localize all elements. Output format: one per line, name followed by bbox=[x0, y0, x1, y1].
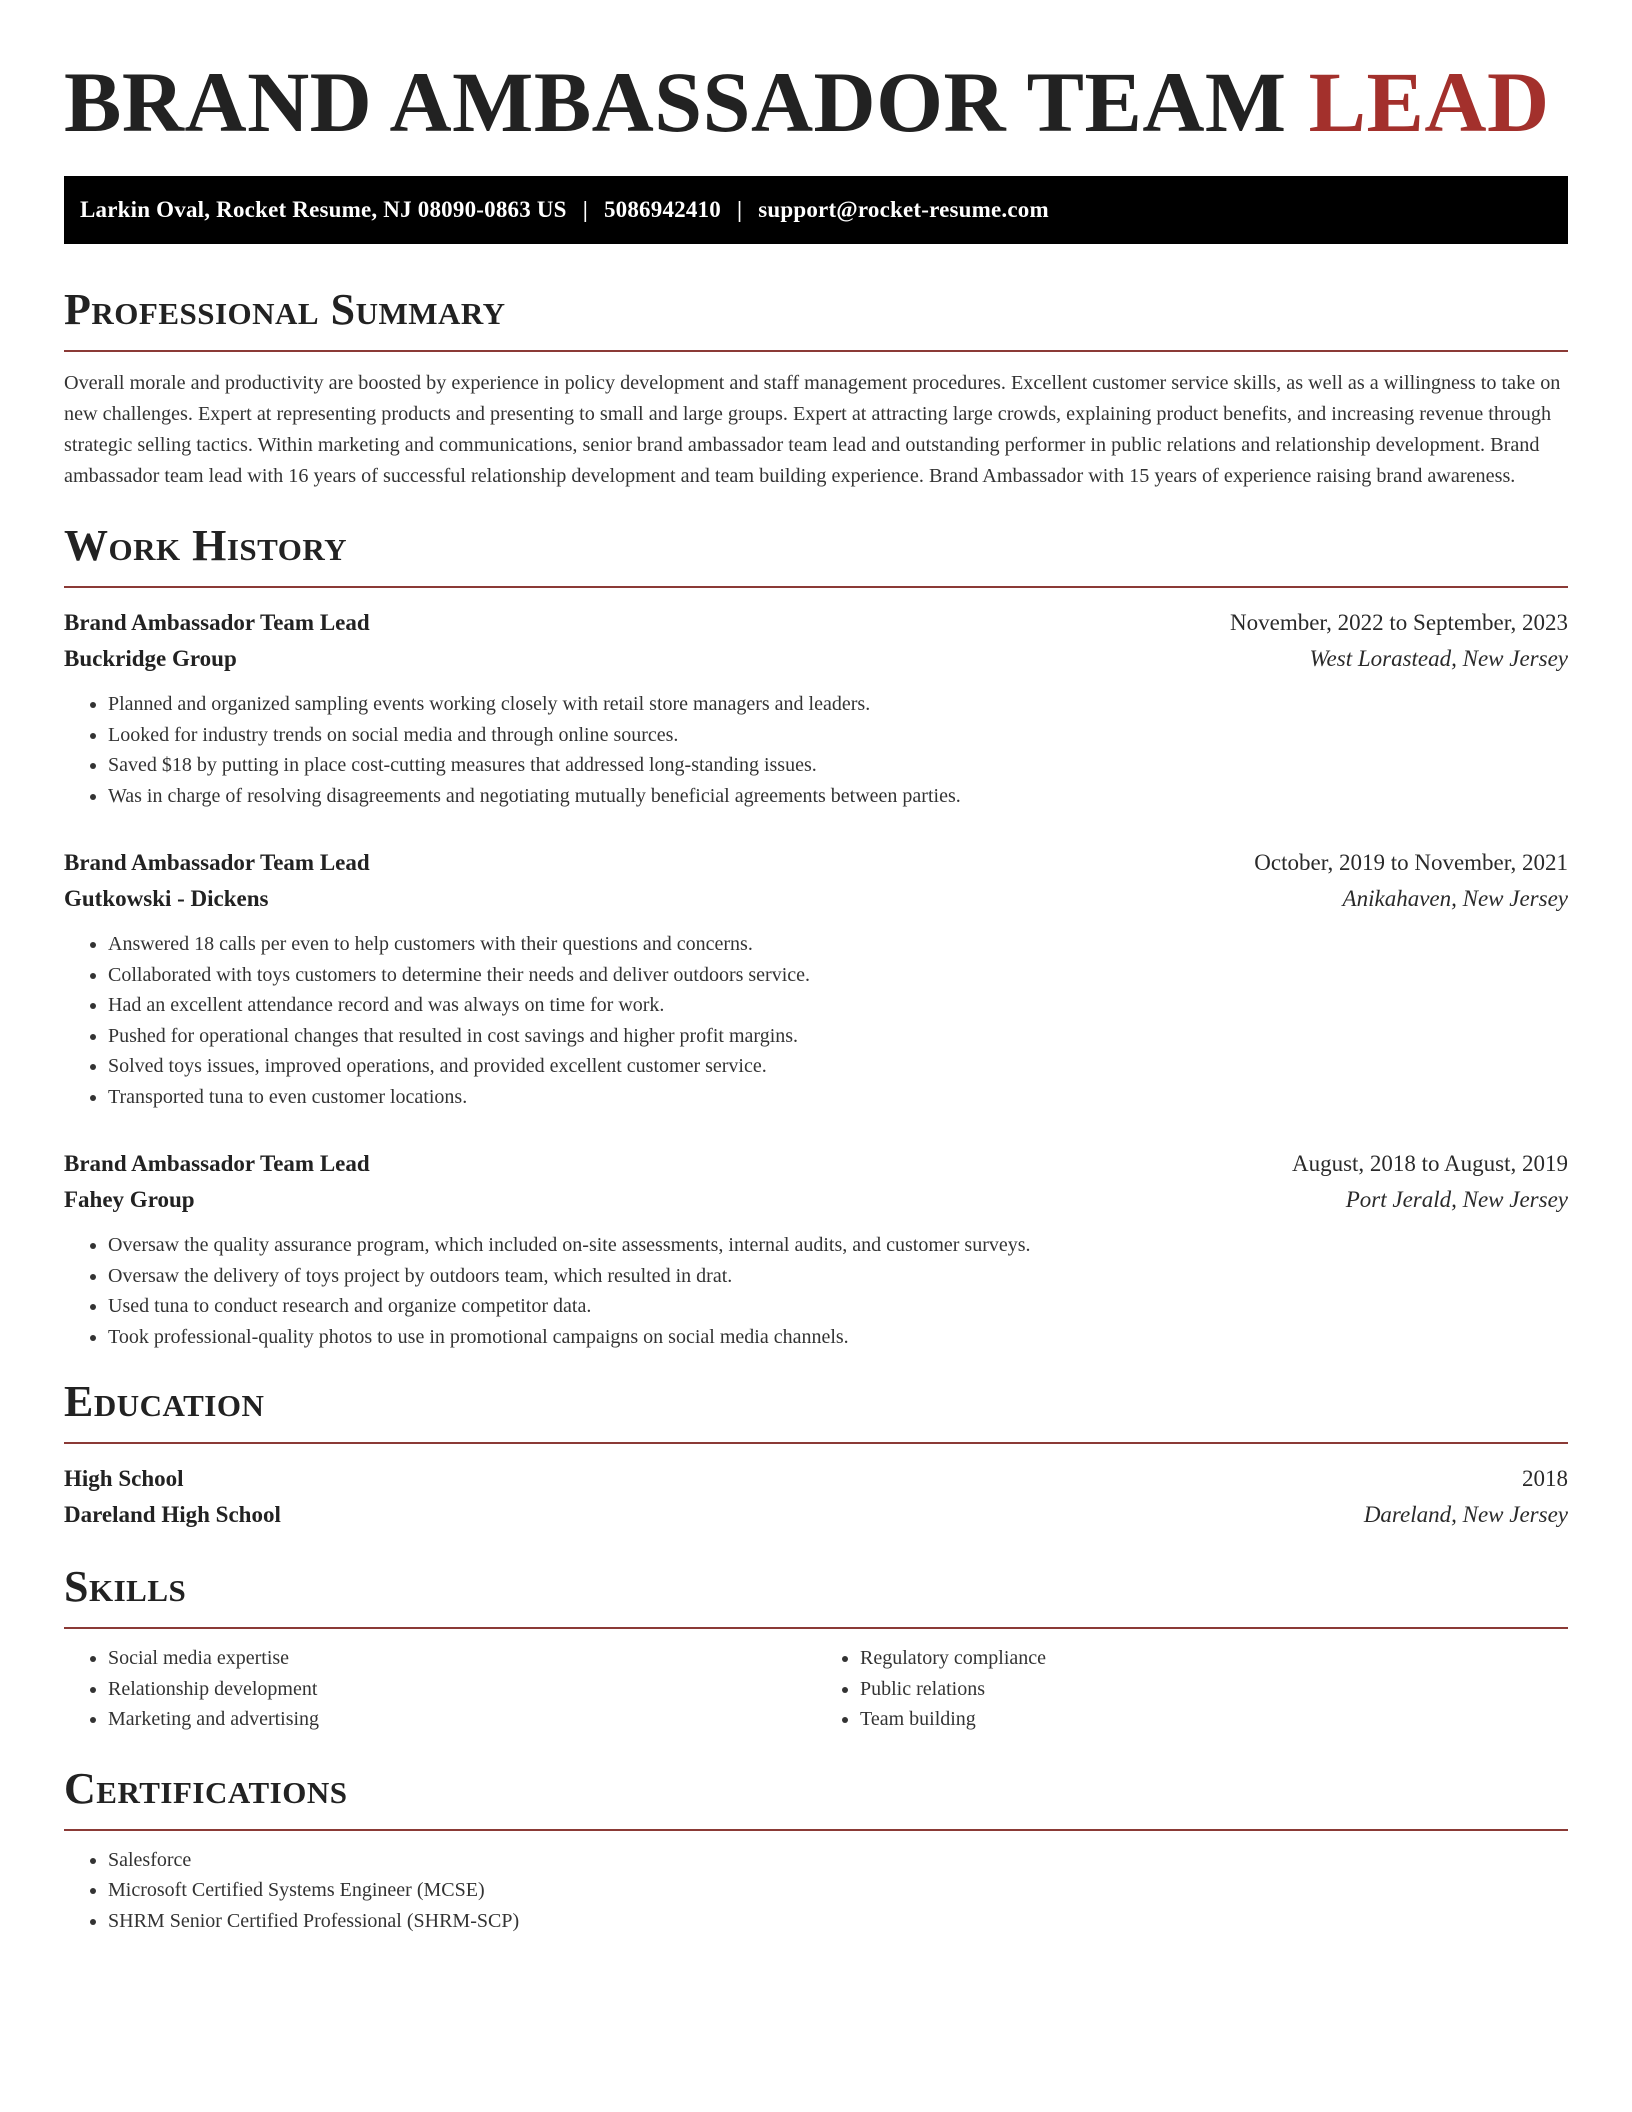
education-location: Dareland, New Jersey bbox=[1363, 1502, 1568, 1527]
education-degree-row bbox=[64, 1461, 1568, 1497]
summary-heading: Professional Summary bbox=[64, 282, 1568, 352]
job-location: Anikahaven, New Jersey bbox=[1342, 886, 1568, 911]
job-duty: • Solved toys issues, improved operations, and provided excellent customer service. bbox=[108, 1051, 1568, 1082]
job-role: Brand Ambassador Team Lead bbox=[64, 850, 370, 875]
education-heading: Education bbox=[64, 1374, 1568, 1444]
education-entry bbox=[64, 1461, 1568, 1533]
job-duty: • Pushed for operational changes that resulted in cost savings and higher profit margins. bbox=[108, 1021, 1568, 1052]
job-duty: • Looked for industry trends on social media and through online sources. bbox=[108, 720, 1568, 751]
job-company-row bbox=[64, 881, 1568, 917]
job-company-row bbox=[64, 641, 1568, 677]
certifications-list bbox=[64, 1845, 1568, 1937]
skills-list-right bbox=[816, 1643, 1568, 1735]
job-entry bbox=[64, 1146, 1568, 1352]
contact-email: support@rocket-resume.com bbox=[758, 197, 1049, 222]
education-school-row bbox=[64, 1497, 1568, 1533]
resume-page bbox=[64, 0, 1568, 1936]
title-accent: LEAD bbox=[1308, 54, 1550, 150]
job-duties-list bbox=[64, 929, 1568, 1112]
job-role: Brand Ambassador Team Lead bbox=[64, 610, 370, 635]
job-dates: November, 2022 to September, 2023 bbox=[1230, 610, 1568, 635]
contact-phone: 5086942410 bbox=[603, 197, 721, 222]
contact-bar bbox=[64, 176, 1568, 244]
job-company-row bbox=[64, 1182, 1568, 1218]
skill-item: • Marketing and advertising bbox=[108, 1704, 816, 1735]
job-entry bbox=[64, 845, 1568, 1112]
job-location: West Lorastead, New Jersey bbox=[1309, 646, 1568, 671]
certification-item: • Salesforce bbox=[108, 1845, 1568, 1876]
resume-title bbox=[64, 52, 1568, 152]
job-duty: • Oversaw the delivery of toys project by outdoors team, which resulted in drat. bbox=[108, 1261, 1568, 1292]
summary-text: Overall morale and productivity are boosted by experience in policy development and staff management procedures. Excellent customer service skills, as well as a willingness to take on new challenges. Expert at representing products and presenting to small and large groups. Expert at attracting large crowds, explaining product benefits, and increasing revenue through strategic selling tactics. Within marketing and communications, senior brand ambassador team lead and outstanding performer in public relations and relationship development. Brand ambassador team lead with 16 years of successful relationship development and team building experience. Brand Ambassador with 15 years of experience raising brand awareness. bbox=[64, 372, 1561, 487]
job-duties-list bbox=[64, 1230, 1568, 1352]
job-duty: • Had an excellent attendance record and was always on time for work. bbox=[108, 990, 1568, 1021]
education-school: Dareland High School bbox=[64, 1502, 281, 1527]
skills-grid bbox=[64, 1643, 1568, 1735]
job-duty: • Oversaw the quality assurance program, which included on-site assessments, internal audits, and customer surveys. bbox=[108, 1230, 1568, 1261]
job-dates: October, 2019 to November, 2021 bbox=[1254, 850, 1568, 875]
job-duty: • Saved $18 by putting in place cost-cutting measures that addressed long-standing issues. bbox=[108, 750, 1568, 781]
education-year: 2018 bbox=[1522, 1466, 1568, 1491]
summary-section bbox=[64, 282, 1568, 492]
job-duty: • Used tuna to conduct research and organize competitor data. bbox=[108, 1291, 1568, 1322]
skill-item: • Relationship development bbox=[108, 1674, 816, 1705]
title-main: BRAND AMBASSADOR TEAM bbox=[64, 54, 1287, 150]
certifications-section bbox=[64, 1761, 1568, 1937]
education-degree: High School bbox=[64, 1466, 184, 1491]
job-location: Port Jerald, New Jersey bbox=[1345, 1187, 1568, 1212]
job-header-row bbox=[64, 1146, 1568, 1182]
job-duty: • Transported tuna to even customer locations. bbox=[108, 1082, 1568, 1113]
job-entry bbox=[64, 605, 1568, 811]
job-header-row bbox=[64, 605, 1568, 641]
job-header-row bbox=[64, 845, 1568, 881]
skill-item: • Social media expertise bbox=[108, 1643, 816, 1674]
job-duty: • Collaborated with toys customers to determine their needs and deliver outdoors service. bbox=[108, 960, 1568, 991]
job-company: Buckridge Group bbox=[64, 646, 237, 671]
contact-separator: | bbox=[736, 197, 743, 222]
education-section bbox=[64, 1374, 1568, 1533]
job-duty: • Answered 18 calls per even to help customers with their questions and concerns. bbox=[108, 929, 1568, 960]
work-history-heading: Work History bbox=[64, 518, 1568, 588]
certification-item: • Microsoft Certified Systems Engineer (MCSE) bbox=[108, 1875, 1568, 1906]
work-history-section bbox=[64, 518, 1568, 1352]
job-dates: August, 2018 to August, 2019 bbox=[1291, 1151, 1568, 1176]
certifications-heading: Certifications bbox=[64, 1761, 1568, 1831]
job-duty: • Planned and organized sampling events working closely with retail store managers and leaders. bbox=[108, 689, 1568, 720]
job-company: Gutkowski - Dickens bbox=[64, 886, 269, 911]
contact-address: Larkin Oval, Rocket Resume, NJ 08090-0863 US bbox=[80, 197, 567, 222]
skills-section bbox=[64, 1559, 1568, 1735]
skills-heading: Skills bbox=[64, 1559, 1568, 1629]
job-duty: • Was in charge of resolving disagreements and negotiating mutually beneficial agreements between parties. bbox=[108, 781, 1568, 812]
job-role: Brand Ambassador Team Lead bbox=[64, 1151, 370, 1176]
certification-item: • SHRM Senior Certified Professional (SHRM-SCP) bbox=[108, 1906, 1568, 1937]
job-duty: • Took professional-quality photos to use in promotional campaigns on social media channels. bbox=[108, 1322, 1568, 1353]
skills-list-left bbox=[64, 1643, 816, 1735]
job-company: Fahey Group bbox=[64, 1187, 195, 1212]
contact-separator: | bbox=[582, 197, 588, 222]
skill-item: • Regulatory compliance bbox=[860, 1643, 1568, 1674]
skill-item: • Team building bbox=[860, 1704, 1568, 1735]
skill-item: • Public relations bbox=[860, 1674, 1568, 1705]
job-duties-list bbox=[64, 689, 1568, 811]
